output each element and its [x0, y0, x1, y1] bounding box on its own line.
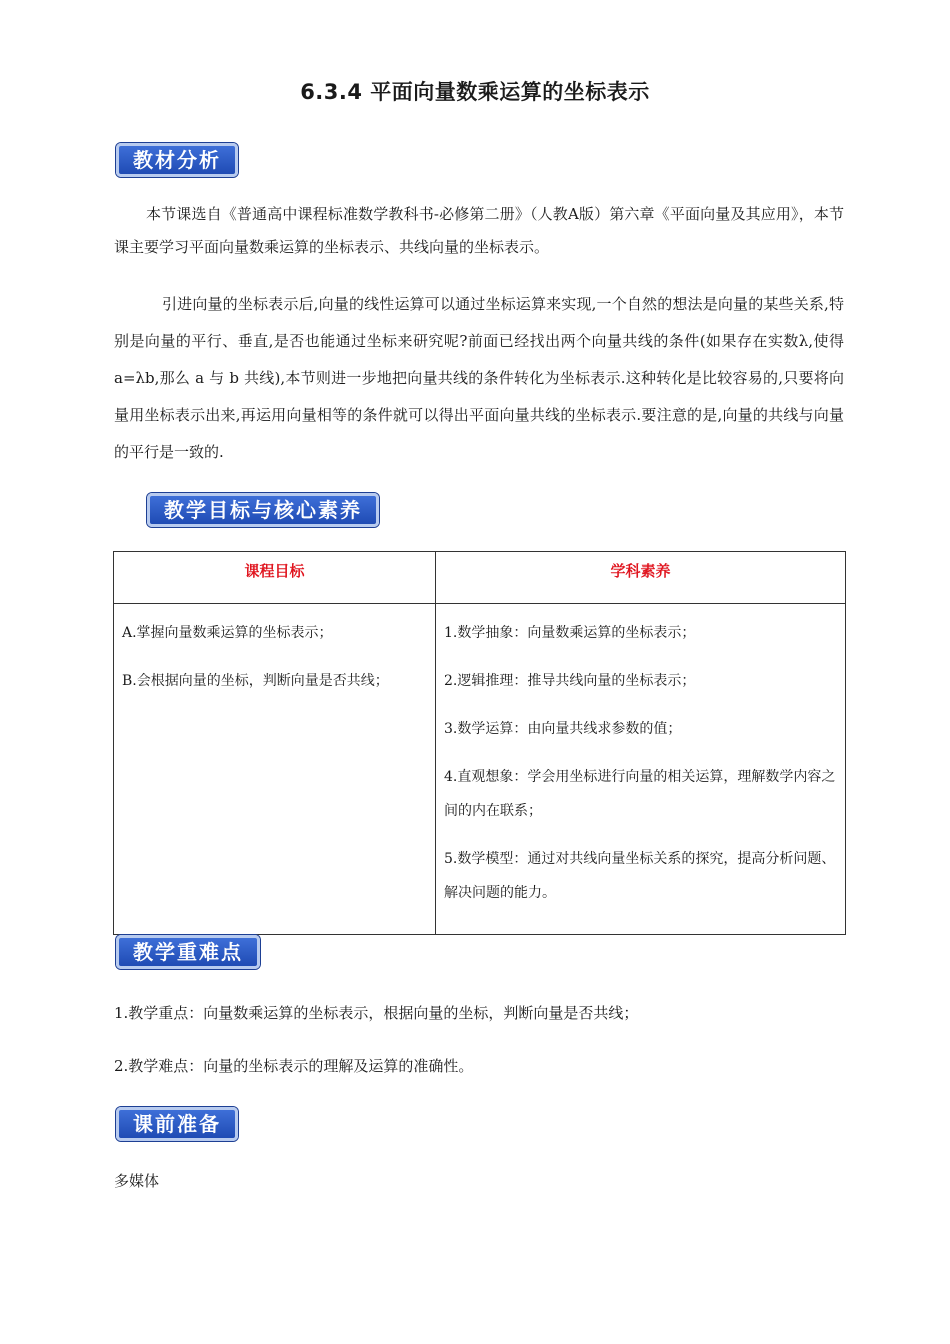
course-goals-cell [114, 604, 436, 935]
literacy-item: 1.数学抽象：向量数乘运算的坐标表示； [444, 625, 696, 641]
course-goal-item: A.掌握向量数乘运算的坐标表示； [122, 625, 333, 641]
preparation-content: 多媒体 [114, 1172, 160, 1190]
goals-table [113, 551, 846, 935]
section-badge-goals: 教学目标与核心素养 [147, 493, 379, 527]
literacy-cell [436, 604, 846, 935]
literacy-item: 5.数学模型：通过对共线向量坐标关系的探究，提高分析问题、解决问题的能力。 [444, 851, 836, 901]
header-course-goals: 课程目标 [114, 552, 436, 604]
goals-table-header-row [114, 552, 846, 604]
key-point-item: 1.教学重点：向量数乘运算的坐标表示，根据向量的坐标，判断向量是否共线； [114, 1004, 639, 1022]
literacy-item: 3.数学运算：由向量共线求参数的值； [444, 721, 682, 737]
course-goal-item: B.会根据向量的坐标，判断向量是否共线； [122, 673, 389, 689]
difficult-point-item: 2.教学难点：向量的坐标表示的理解及运算的准确性。 [114, 1057, 474, 1075]
section-badge-analysis: 教材分析 [116, 143, 238, 177]
document-title: 6.3.4 平面向量数乘运算的坐标表示 [300, 80, 650, 104]
section-badge-preparation: 课前准备 [116, 1107, 238, 1141]
analysis-paragraph-1: 本节课选自《普通高中课程标准数学教科书-必修第二册》（人教A版）第六章《平面向量及其应用》，本节课主要学习平面向量数乘运算的坐标表示、共线向量的坐标表示。 [114, 205, 844, 256]
analysis-paragraph-2: 引进向量的坐标表示后,向量的线性运算可以通过坐标运算来实现,一个自然的想法是向量的某些关系,特别是向量的平行、垂直,是否也能通过坐标来研究呢?前面已经找出两个向量共线的条件(如果存在实数λ,使得 a=λb,那么 a 与 b 共线),本节则进一步地把向量共线的条件转化为坐标表示.这种转化是比较容易的,只要将向量用坐标表示出来,再运用向量相等的条件就可以得出平面向量共线的坐标表示.要注意的是,向量的共线与向量的平行是一致的. [114, 295, 844, 461]
literacy-item: 4.直观想象：学会用坐标进行向量的相关运算，理解数学内容之间的内在联系； [444, 769, 836, 819]
literacy-item: 2.逻辑推理：推导共线向量的坐标表示； [444, 673, 696, 689]
header-literacy: 学科素养 [436, 552, 846, 604]
goals-table-row [114, 604, 846, 935]
section-badge-key-points: 教学重难点 [116, 935, 260, 969]
